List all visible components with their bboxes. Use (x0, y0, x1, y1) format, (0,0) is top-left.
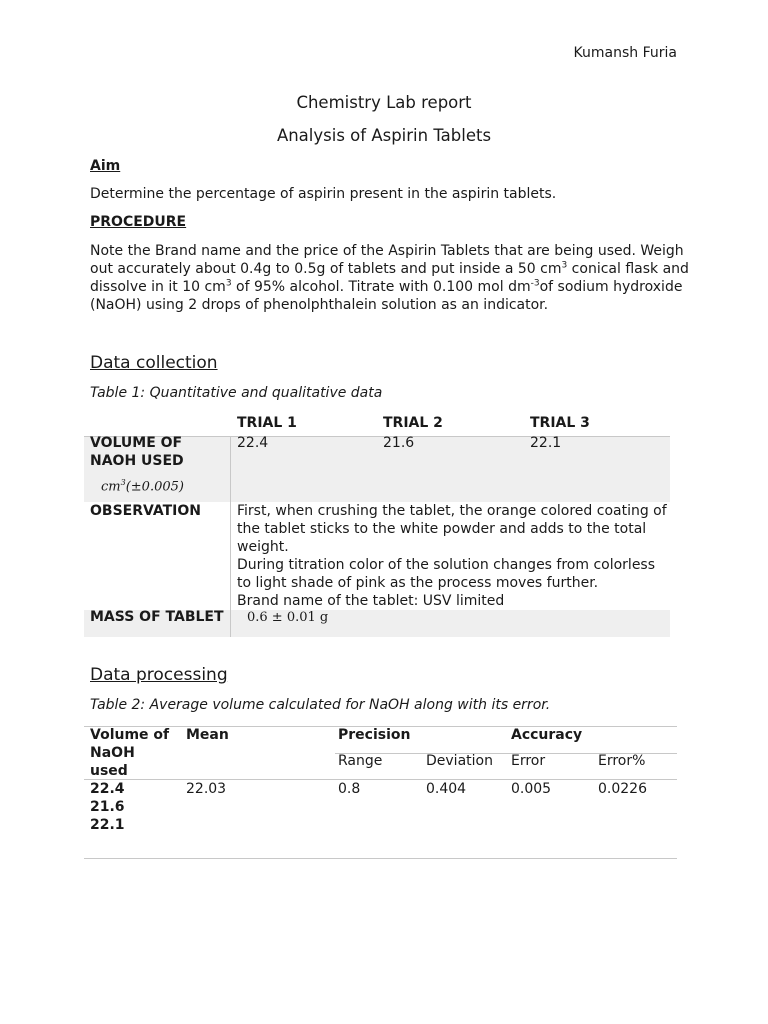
sub-deviation-header: Deviation (426, 753, 493, 769)
aim-heading: Aim (90, 158, 121, 174)
author-name: Kumansh Furia (573, 45, 677, 61)
sub-range-header: Range (338, 753, 383, 769)
mean-value: 22.03 (186, 781, 227, 797)
report-title: Chemistry Lab report (296, 93, 472, 112)
observation-row-label: OBSERVATION (90, 503, 202, 519)
data-processing-heading: Data processing (90, 665, 228, 685)
volume-list: 22.4 21.6 22.1 (90, 781, 125, 833)
sub-error-header: Error (511, 753, 546, 769)
report-subtitle: Analysis of Aspirin Tablets (276, 126, 492, 145)
volume-row-label: VOLUME OF NAOH USED (90, 435, 184, 469)
mass-row-label: MASS OF TABLET (90, 609, 224, 625)
header-trial-3: TRIAL 3 (530, 415, 590, 431)
error-pct-value: 0.0226 (598, 781, 647, 797)
column-divider (230, 436, 231, 637)
table2-bottom-rule (84, 858, 677, 859)
table-1 (84, 412, 672, 644)
volume-trial-1: 22.4 (237, 435, 269, 451)
deviation-value: 0.404 (426, 781, 467, 797)
sub-error-pct-header: Error% (598, 753, 646, 769)
table-2 (84, 726, 678, 860)
header-trial-1: TRIAL 1 (237, 415, 297, 431)
range-value: 0.8 (338, 781, 361, 797)
observation-text: First, when crushing the tablet, the orange colored coating of the tablet sticks to the white powder and adds to the total weight. During titration color of the solution changes from colorless to light shade of pink as the process moves further. Brand name of the tablet: USV limited (237, 503, 667, 609)
procedure-heading: PROCEDURE (90, 214, 187, 230)
table1-caption: Table 1: Quantitative and qualitative data (90, 385, 383, 401)
error-value: 0.005 (511, 781, 552, 797)
procedure-text: Note the Brand name and the price of the Aspirin Tablets that are being used. Weigh out accurately about 0.4g to 0.5g of tablets and put inside a 50 $cm^3$ conical flask and dissolve in it 10 $cm^3$ of 95% alcohol. Titrate with 0.100 mol $dm^{-3}of$ sodium hydroxide (NaOH) using 2 drops of phenolphthalein solution as an indicator. (90, 243, 689, 313)
table2-header-rule (84, 779, 677, 780)
volume-trial-3: 22.1 (530, 435, 562, 451)
table2-caption: Table 2: Average volume calculated for NaOH along with its error. (90, 697, 551, 713)
aim-text: Determine the percentage of aspirin present in the aspirin tablets. (90, 186, 557, 202)
col-precision-header: Precision (338, 727, 411, 743)
mass-value: 0.6 ± 0.01 g (247, 610, 329, 625)
col-mean-header: Mean (186, 727, 229, 743)
data-collection-heading: Data collection (90, 353, 218, 373)
volume-unit: $cm^3(\pm 0.005)$ (101, 478, 184, 495)
header-trial-2: TRIAL 2 (383, 415, 443, 431)
col-volume-header: Volume of NaOH used (90, 727, 170, 779)
volume-trial-2: 21.6 (383, 435, 415, 451)
col-accuracy-header: Accuracy (511, 727, 583, 743)
